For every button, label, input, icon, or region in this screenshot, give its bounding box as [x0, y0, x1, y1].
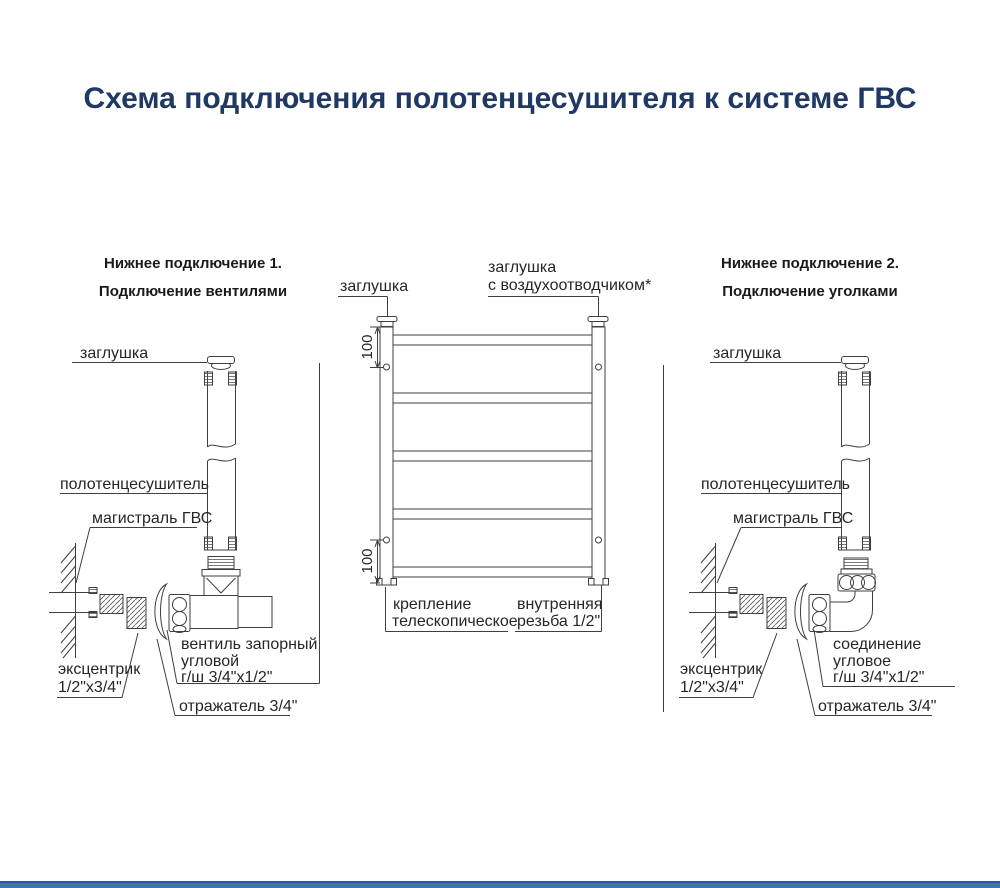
right-elbow-label-line2: угловое: [833, 653, 892, 670]
right-reflector-graphic: [795, 584, 807, 639]
page-title: Схема подключения полотенцесушителя к системе ГВС: [83, 82, 917, 115]
right-reflector-label: отражатель 3/4": [818, 698, 937, 715]
left-valve-label-line3: г/ш 3/4"x1/2": [181, 669, 273, 686]
right-eccentric-label-line2: 1/2"x3/4": [680, 679, 744, 696]
right-heading-line1: Нижнее подключение 2.: [721, 255, 899, 272]
right-wall: [701, 543, 716, 658]
right-cap-graphic: [842, 357, 869, 370]
left-reflector-graphic: [155, 584, 167, 639]
right-thread-block-1: [740, 595, 763, 614]
center-airvent-label-line1: заглушка: [488, 259, 557, 276]
thread-label-line1: внутренняя: [517, 596, 603, 613]
left-valve-label-line1: вентиль запорный: [181, 636, 318, 653]
center-cap-leader: [338, 297, 388, 317]
left-thread-block-1: [100, 595, 123, 614]
dimension-bottom-value: 100: [359, 548, 376, 574]
mount-label-line1: крепление: [393, 596, 472, 613]
left-eccentric-block: [127, 598, 146, 629]
center-cap-label: заглушка: [340, 278, 409, 295]
left-eccentric-label-line2: 1/2"x3/4": [58, 679, 122, 696]
left-reflector-label: отражатель 3/4": [179, 698, 298, 715]
right-cap-label: заглушка: [713, 345, 782, 362]
center-right-cap: [588, 317, 608, 327]
center-left-cap: [377, 317, 397, 327]
left-valve-label-line2: угловой: [181, 653, 240, 670]
left-heading-line2: Подключение вентилями: [98, 283, 288, 300]
left-main-pipe: [49, 588, 97, 618]
left-cap-graphic: [208, 357, 235, 370]
right-elbow-fitting: [830, 558, 876, 632]
center-airvent-leader: [488, 297, 599, 317]
thread-label-line2: резьба 1/2": [517, 613, 601, 630]
left-wall: [61, 543, 76, 658]
right-union-nut: [809, 595, 830, 633]
right-towel-rail-label: полотенцесушитель: [701, 476, 850, 493]
right-elbow-label-line1: соединение: [833, 636, 922, 653]
right-main-line-label: магистраль ГВС: [733, 510, 854, 527]
right-main-line-leader: [717, 528, 841, 584]
right-eccentric-label-line1: эксцентрик: [680, 661, 763, 678]
right-eccentric-block: [767, 598, 786, 629]
center-airvent-label-line2: с воздухоотводчиком*: [488, 277, 652, 294]
left-angle-valve: [190, 557, 272, 629]
right-elbow-label-line3: г/ш 3/4"x1/2": [833, 669, 925, 686]
left-main-line-leader: [76, 528, 197, 584]
dimension-top-value: 100: [359, 334, 376, 360]
left-union-nut: [169, 595, 190, 633]
ladder-rungs: [393, 335, 592, 577]
mount-label-line2: телескопическое: [392, 613, 518, 630]
footer-bar: [0, 881, 1000, 888]
left-cap-label: заглушка: [80, 345, 149, 362]
left-heading-line1: Нижнее подключение 1.: [104, 255, 282, 272]
left-main-line-label: магистраль ГВС: [92, 510, 213, 527]
right-main-pipe: [689, 588, 737, 618]
right-heading-line2: Подключение уголками: [722, 283, 898, 300]
center-diagram-graphics: [338, 297, 609, 632]
left-eccentric-label-line1: эксцентрик: [58, 661, 141, 678]
left-towel-rail-label: полотенцесушитель: [60, 476, 209, 493]
